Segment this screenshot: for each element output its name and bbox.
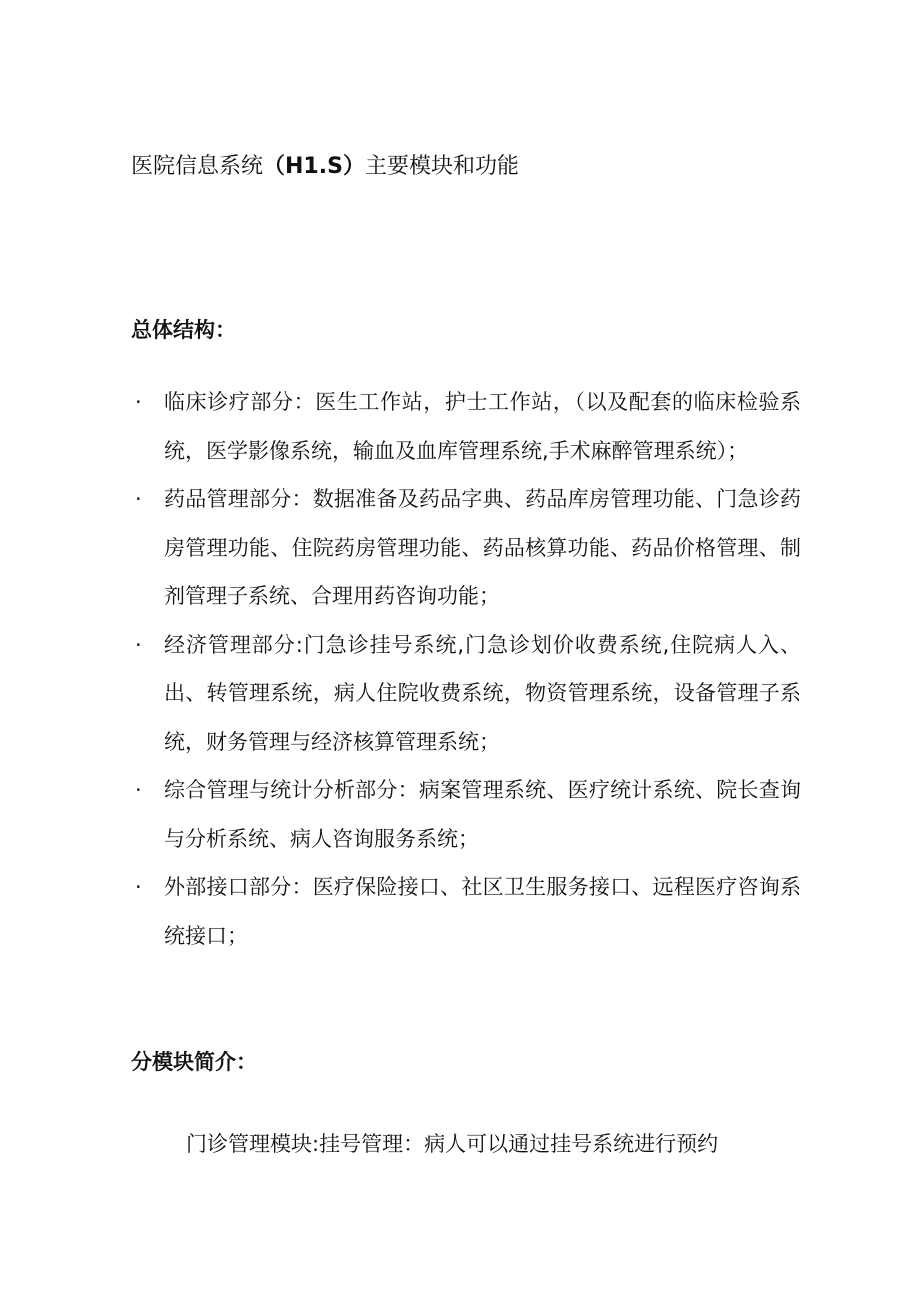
list-item xyxy=(131,621,801,767)
title-suffix: 主要模块和功能 xyxy=(364,154,519,179)
list-item-text: 外部接口部分：医疗保险接口、社区卫生服务接口、远程医疗咨询系统接口； xyxy=(164,875,801,948)
list-item xyxy=(131,475,801,621)
list-item xyxy=(131,378,801,475)
list-item-text: 经济管理部分:门急诊挂号系统,门急诊划价收费系统,住院病人入、出、转管理系统，病人住院收费系统，物资管理系统，设备管理子系统，财务管理与经济核算管理系统； xyxy=(164,632,801,754)
document-title xyxy=(131,150,519,184)
list-item-text: 药品管理部分：数据准备及药品字典、药品库房管理功能、门急诊药房管理功能、住院药房管理功能、药品核算功能、药品价格管理、制剂管理子系统、合理用药咨询功能； xyxy=(164,487,801,608)
module-overview-heading: 分模块简介： xyxy=(131,1050,257,1074)
list-item-text: 临床诊疗部分：医生工作站，护士工作站，（以及配套的临床检验系统，医学影像系统，输血及血库管理系统,手术麻醉管理系统）； xyxy=(164,390,801,463)
list-item xyxy=(131,863,801,960)
list-item-text: 综合管理与统计分析部分：病案管理系统、医疗统计系统、院长查询与分析系统、病人咨询服务系统； xyxy=(164,778,801,851)
bullet-icon: · xyxy=(135,778,142,802)
bullet-icon: · xyxy=(135,487,142,511)
title-abbreviation: （H1.S） xyxy=(263,154,365,179)
bullet-icon: · xyxy=(135,390,142,414)
list-item xyxy=(131,766,801,863)
bullet-icon: · xyxy=(135,875,142,899)
overall-structure-heading: 总体结构： xyxy=(131,318,236,342)
outpatient-module-intro: 门诊管理模块:挂号管理：病人可以通过挂号系统进行预约 xyxy=(186,1132,719,1156)
bullet-icon: · xyxy=(135,632,142,657)
overall-structure-list xyxy=(131,378,801,960)
title-prefix: 医院信息系统 xyxy=(131,154,264,179)
